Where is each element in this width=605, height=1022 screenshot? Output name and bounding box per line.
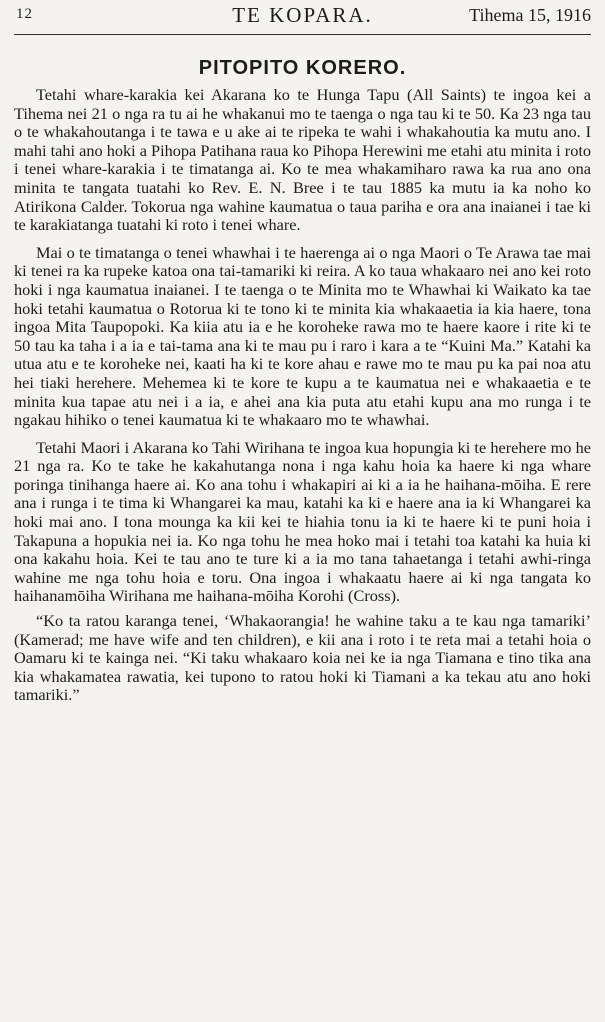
section-title: PITOPITO KORERO. [198, 57, 407, 79]
paragraph-church-anniversary: Tetahi whare-karakia kei Akarana ko te Hunga Tapu (All Saints) te ingoa kei a Tihema nei 21 o nga ra tu ai he whakanui mo te taenga o nga tau ki te 50. Ka 23 nga tau o te whakahoutanga i te tawa e u ake ai te ripeka te wahi i whakahoutia ka mutu ano. I mahi tahi ano hoki a Pihopa Patihana raua ko Pihopa Herewini me etahi atu minita i roto i tenei whare-karakia i te timatanga ai. Ko te mea whakamiharo rawa ka rua ano ona minita te tangata tuatahi ko Rev. E. N. Bree i te tau 1885 ka mutu ia ka noho ko Atirikona Calder. Tokorua nga wahine kaumatua o taua pariha e ora ana inaianei i tae ki te karakiatanga tuatahi ki roto i tenei whare. [14, 85, 591, 235]
journal-title: TE KOPARA. [232, 3, 373, 27]
paragraph-te-arawa-elder: Mai o te timatanga o tenei whawhai i te haerenga ai o nga Maori o Te Arawa tae mai ki tenei ra ka rupeke katoa ona tai-tamariki ki reira. A ko taua whakaaro nei ano kei roto hoki i nga kaumatua inaianei. I te taenga o te Minita mo te Whawhai ki Waikato ka tae hoki tetahi kaumatua o Rotorua ki te tono ki te minita kia whakaaetia ia kia haere, tona ingoa Mita Taupopoki. Ka kiia atu ia e he koroheke rawa mo te haere kaore i rite ki te 50 tau ka taha i a ia e tai-tama ana ki te mau pu i raro i kara a te “Kuini Ma.” Katahi ka utua atu e te koroheke nei, kaati ha ki te kore ahau e rawe mo te mau pu ka pai noa atu hei tiaki herehere. Mehemea ki te kore te kupu a te kaumatua nei e whakaaetia e te minita kua tapae atu nei i a ia, e ahei ana kia puta atu etahi kupu ana mo runga i te ngakau hihiko o tenei kaumatua ki te whakaaro mo te whawhai. [14, 242, 591, 430]
paragraph-imposter-sergeant: Tetahi Maori i Akarana ko Tahi Wirihana te ingoa kua hopungia ki te herehere mo he 21 nga ra. Ko te take he kakahutanga nona i nga kahu hoia ka haere ki nga whare poringa tinihanga haere ai. Ko ana tohu i whakapiri ai ki a ia he haihana-mōiha. E rere ana i runga i te tima ki Whangarei ka mau, katahi ka ki e haere ana ia ki Whangarei ka hoki mai ano. I tona mounga ka kii kei te hiahia tonu ia ki te haere ki te puni hoia i Takapuna a hopukia nei ia. Ko nga tohu he mea hoko mai i tetahi toa katahi ka huia ki ona kakahu hoia. Kei te tau ano te ture ki a ia mo tana tahaetanga i tetahi awhi-ringa wahine me nga tohu hoia e toru. Ona ingoa i whakaatu haere ai ki nga tangata ko haihanamōiha Wirihana me haihana-mōiha Korohi (Cross). [14, 437, 591, 606]
issue-date: Tihema 15, 1916 [469, 5, 591, 25]
article-body [14, 86, 591, 705]
running-head [14, 0, 591, 35]
paragraph-kamerad-letter: “Ko ta ratou karanga tenei, ‘Whakaorangia! he wahine taku a te kau nga tamariki’ (Kamerad; me have wife and ten children), e kii ana i roto i te reta mai a tetahi hoia o Oamaru ki te kainga nei. “Ki taku whakaaro koia nei ke ia nga Tiamana e tino tika ana kia whakamatea rawatia, kei tupono to ratou hoki ki Tiamani a ka tekau atu ano hoki tamariki.” [14, 611, 591, 705]
page-number: 12 [16, 6, 33, 22]
